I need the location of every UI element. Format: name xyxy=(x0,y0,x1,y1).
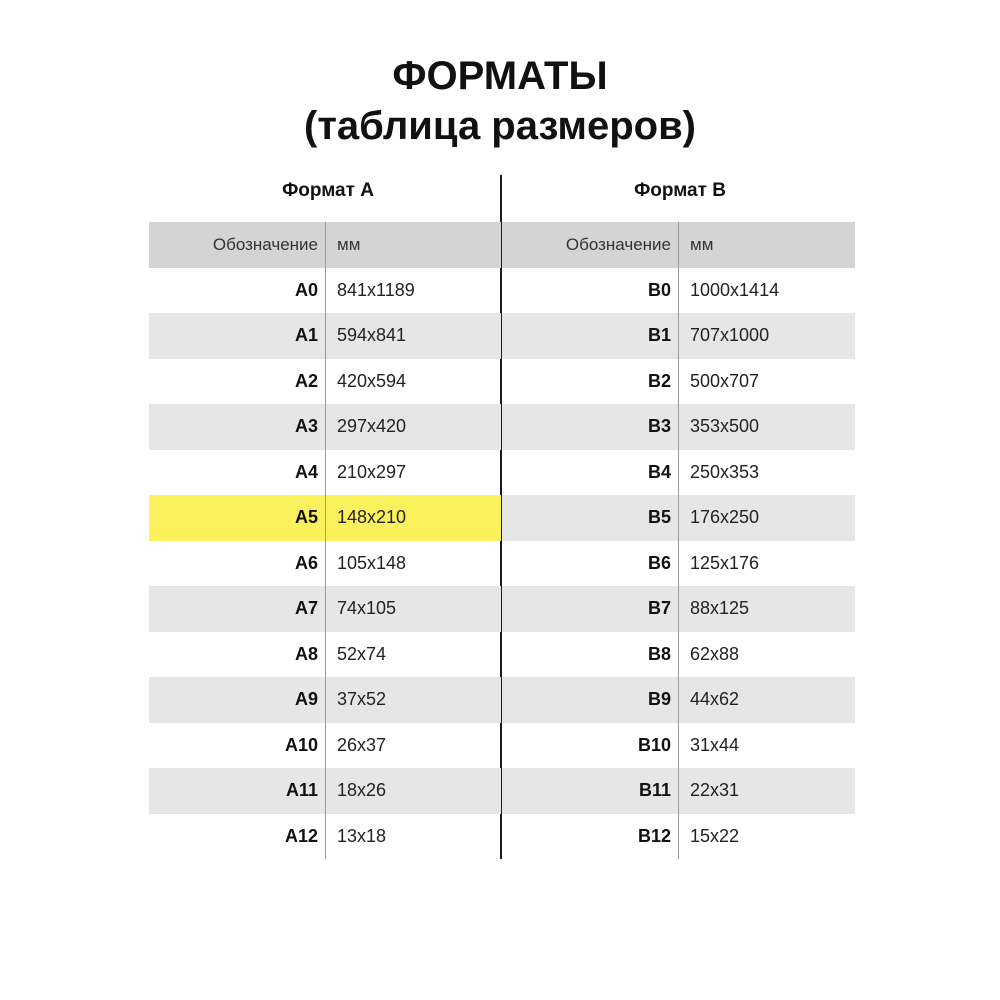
header-code-cell: Обозначение xyxy=(212,234,318,254)
format-size-cell: 500x707 xyxy=(690,370,760,391)
format-code-cell: A9 xyxy=(294,689,318,710)
format-code-cell: A10 xyxy=(284,734,318,755)
format-code-cell: B5 xyxy=(647,507,671,528)
format-a-column-separator xyxy=(325,222,326,859)
header-size-cell: мм xyxy=(337,234,361,254)
format-size-cell: 176x250 xyxy=(690,507,760,528)
format-size-cell: 26x37 xyxy=(337,734,387,755)
format-size-cell: 297x420 xyxy=(337,416,407,437)
format-size-cell: 707x1000 xyxy=(690,325,770,346)
format-code-cell: A3 xyxy=(294,416,318,437)
format-code-cell: B8 xyxy=(647,643,671,664)
format-size-cell: 353x500 xyxy=(690,416,760,437)
format-size-cell: 250x353 xyxy=(690,461,760,482)
format-size-cell: 44x62 xyxy=(690,689,740,710)
header-size-cell: мм xyxy=(690,234,714,254)
format-code-cell: A12 xyxy=(284,825,318,846)
format-size-cell: 22x31 xyxy=(690,780,740,801)
format-size-cell: 13x18 xyxy=(337,825,387,846)
format-code-cell: A5 xyxy=(294,507,318,528)
format-size-cell: 420x594 xyxy=(337,370,407,391)
header-code-cell: Обозначение xyxy=(565,234,671,254)
format-code-cell: A1 xyxy=(294,325,318,346)
format-b-column-separator xyxy=(678,222,679,859)
format-size-cell: 105x148 xyxy=(337,552,407,573)
format-code-cell: B4 xyxy=(647,461,671,482)
format-a-heading: Формат А xyxy=(282,180,374,201)
format-size-cell: 18x26 xyxy=(337,780,387,801)
format-code-cell: A8 xyxy=(294,643,318,664)
format-code-cell: B10 xyxy=(637,734,671,755)
format-b-heading: Формат B xyxy=(634,180,726,201)
format-code-cell: A6 xyxy=(294,552,318,573)
format-code-cell: B11 xyxy=(638,780,671,801)
format-code-cell: B1 xyxy=(647,325,671,346)
page-subtitle: (таблица размеров) xyxy=(304,104,696,148)
format-code-cell: B6 xyxy=(647,552,671,573)
format-code-cell: A4 xyxy=(294,461,318,482)
format-size-cell: 210x297 xyxy=(337,461,407,482)
format-size-cell: 841x1189 xyxy=(337,279,415,300)
format-code-cell: B2 xyxy=(647,370,671,391)
format-code-cell: B0 xyxy=(647,279,671,300)
format-size-cell: 15x22 xyxy=(690,825,740,846)
format-size-cell: 125x176 xyxy=(690,552,760,573)
format-code-cell: A0 xyxy=(294,279,318,300)
format-size-cell: 37x52 xyxy=(337,689,387,710)
format-size-cell: 148x210 xyxy=(337,507,407,528)
format-code-cell: B3 xyxy=(647,416,671,437)
format-size-cell: 88x125 xyxy=(690,598,750,619)
format-code-cell: B9 xyxy=(647,689,671,710)
format-code-cell: B7 xyxy=(647,598,671,619)
format-code-cell: A11 xyxy=(285,780,318,801)
format-size-cell: 1000x1414 xyxy=(690,279,780,300)
format-code-cell: A7 xyxy=(294,598,318,619)
format-size-cell: 62x88 xyxy=(690,643,740,664)
format-size-cell: 74x105 xyxy=(337,598,397,619)
format-size-cell: 52x74 xyxy=(337,643,387,664)
format-code-cell: B12 xyxy=(637,825,671,846)
page-title: ФОРМАТЫ xyxy=(392,54,608,98)
format-code-cell: A2 xyxy=(294,370,318,391)
format-size-cell: 31x44 xyxy=(690,734,740,755)
format-size-cell: 594x841 xyxy=(337,325,407,346)
